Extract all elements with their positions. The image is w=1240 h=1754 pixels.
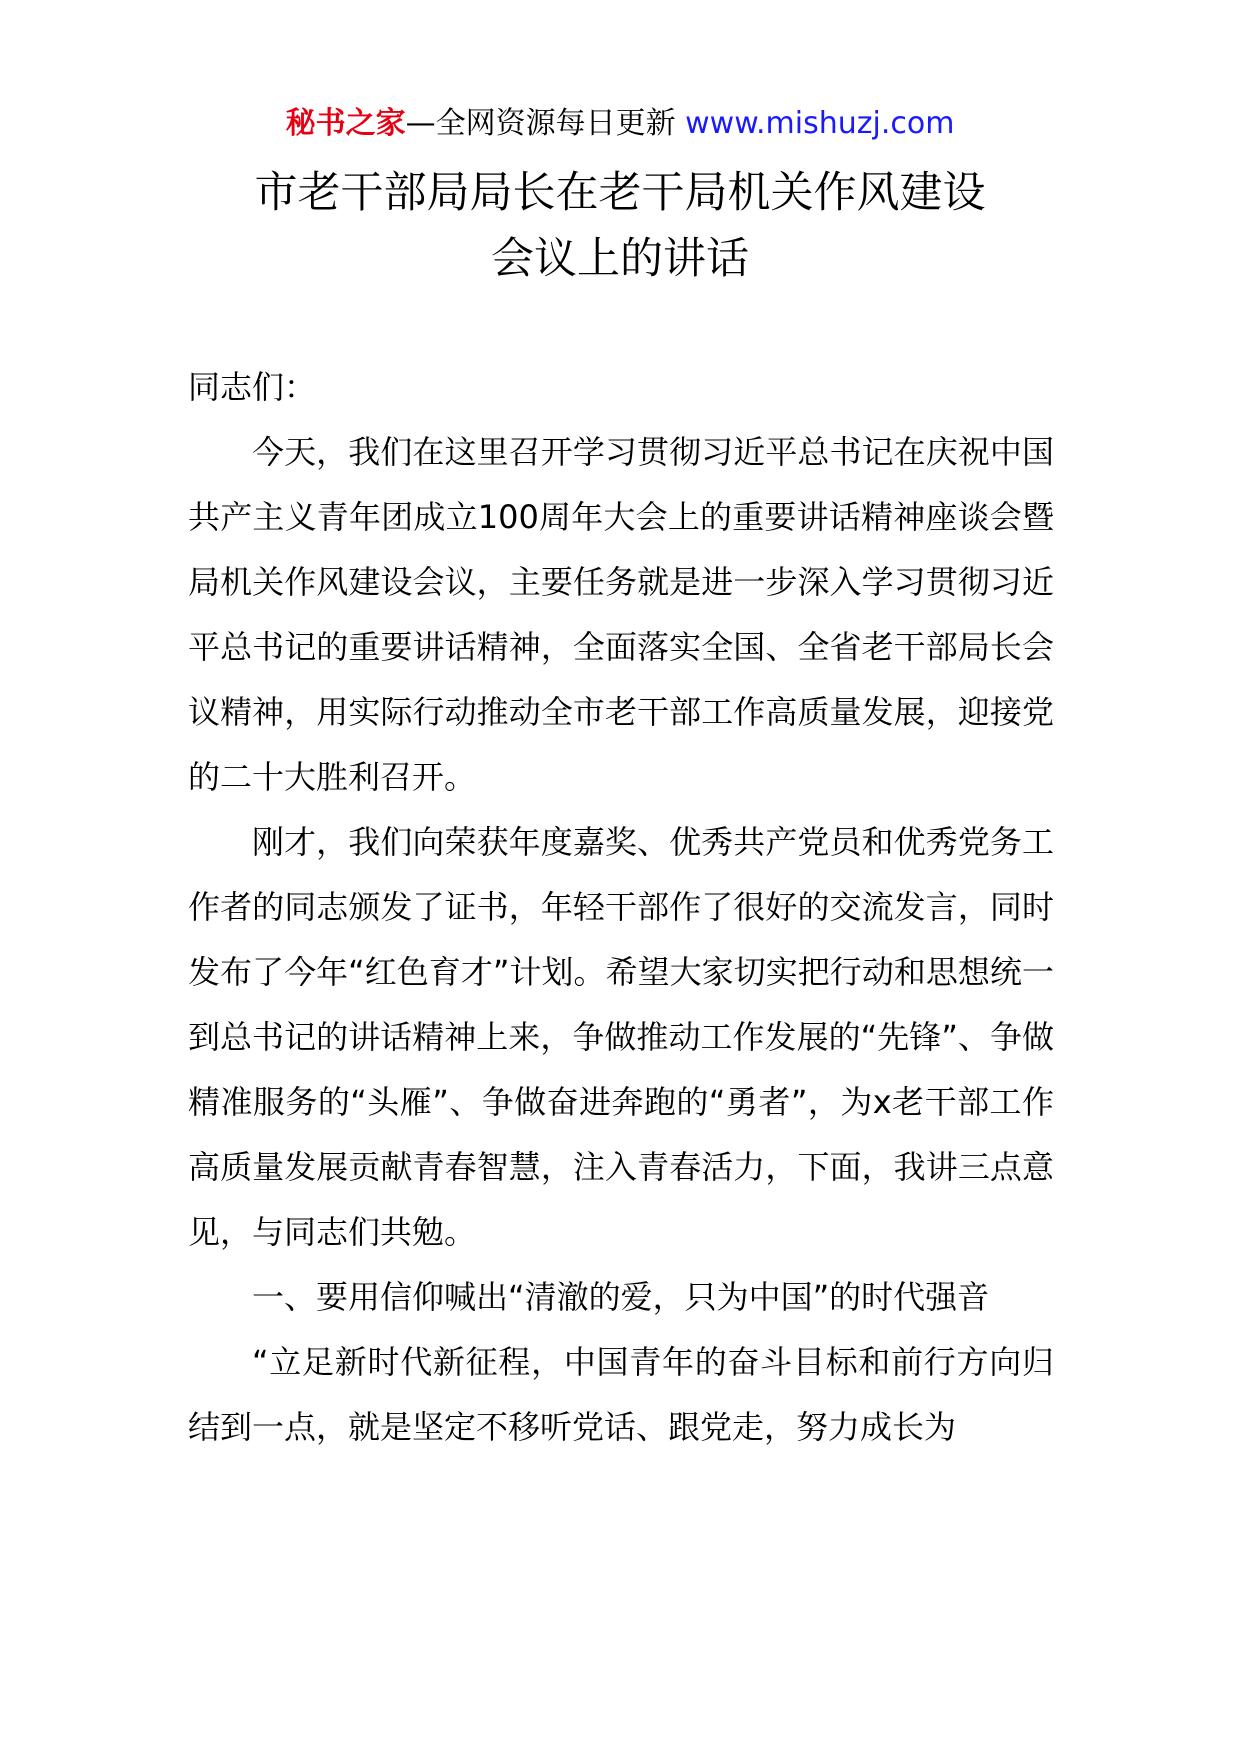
banner-tagline: —全网资源每日更新 [405, 106, 686, 141]
source-banner [0, 100, 1240, 148]
document-body [188, 355, 1054, 1460]
paragraph-3: “立足新时代新征程，中国青年的奋斗目标和前行方向归结到一点，就是坚定不移听党话、跟党走，努力成长为 [188, 1343, 1054, 1446]
section-heading-1: 一、要用信仰喊出“清澈的爱，只为中国”的时代强音 [252, 1278, 990, 1316]
document-title [0, 160, 1240, 292]
title-line-1: 市老干部局局长在老干局机关作风建设 [254, 168, 986, 218]
paragraph-1: 今天，我们在这里召开学习贯彻习近平总书记在庆祝中国共产主义青年团成立100周年大会上的重要讲话精神座谈会暨局机关作风建设会议，主要任务就是进一步深入学习贯彻习近平总书记的重要讲话精神，全面落实全国、全省老干部局长会议精神，用实际行动推动全市老干部工作高质量发展，迎接党的二十大胜利召开。 [188, 433, 1054, 796]
paragraph-2: 刚才，我们向荣获年度嘉奖、优秀共产党员和优秀党务工作者的同志颁发了证书，年轻干部作了很好的交流发言，同时发布了今年“红色育才”计划。希望大家切实把行动和思想统一到总书记的讲话精神上来，争做推动工作发展的“先锋”、争做精准服务的“头雁”、争做奋进奔跑的“勇者”，为x老干部工作高质量发展贡献青春智慧，注入青春活力，下面，我讲三点意见，与同志们共勉。 [188, 823, 1054, 1251]
banner-url-link[interactable]: www.mishuzj.com [685, 106, 955, 141]
title-line-2: 会议上的讲话 [491, 234, 749, 284]
salutation: 同志们： [188, 368, 317, 406]
brand-name: 秘书之家 [285, 106, 406, 141]
